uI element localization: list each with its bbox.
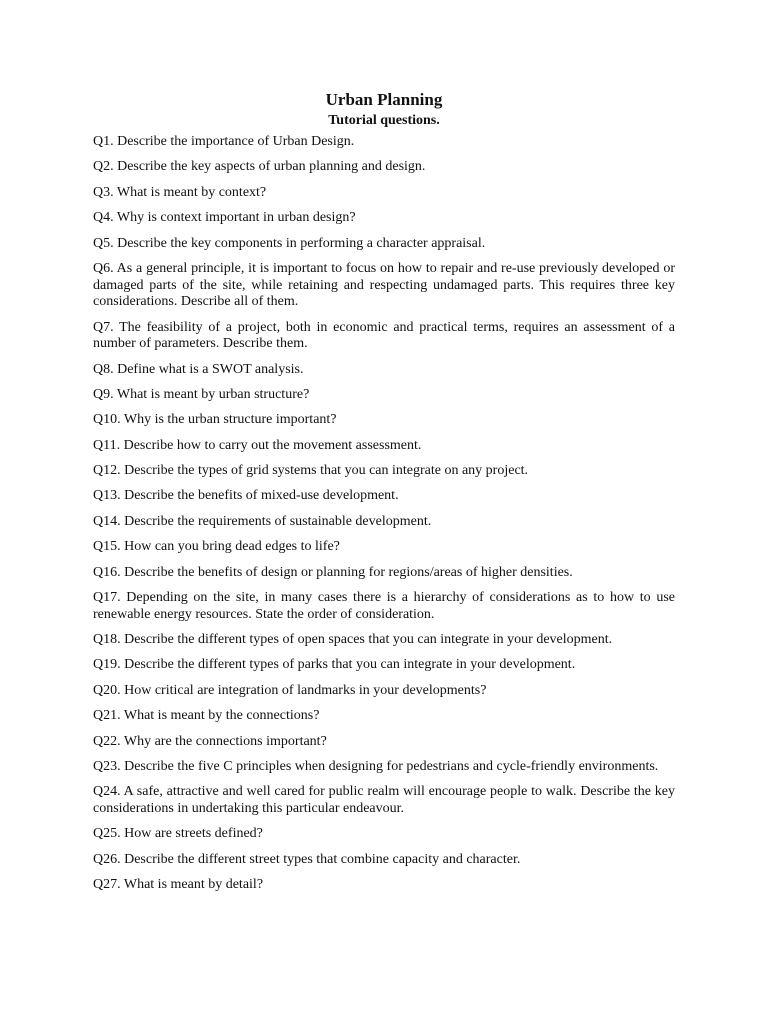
question-item: Q16. Describe the benefits of design or planning for regions/areas of higher densities. — [93, 564, 573, 580]
question-item: Q9. What is meant by urban structure? — [93, 386, 310, 402]
question-item: Q5. Describe the key components in performing a character appraisal. — [93, 235, 486, 251]
question-item: Q25. How are streets defined? — [93, 826, 263, 842]
question-item: Q20. How critical are integration of landmarks in your developments? — [93, 682, 487, 698]
document-subtitle: Tutorial questions. — [328, 113, 440, 128]
question-item: Q3. What is meant by context? — [93, 184, 267, 200]
question-item: Q15. How can you bring dead edges to life? — [93, 539, 340, 555]
question-item: Q2. Describe the key aspects of urban planning and design. — [93, 159, 426, 175]
question-item: Q11. Describe how to carry out the movement assessment. — [93, 437, 422, 453]
question-item: Q10. Why is the urban structure important? — [93, 412, 337, 428]
question-item: Q7. The feasibility of a project, both in economic and practical terms, requires an assessment of a number of parameters. Describe them. — [93, 319, 675, 352]
question-item: Q1. Describe the importance of Urban Design. — [93, 134, 355, 149]
question-item: Q19. Describe the different types of parks that you can integrate in your development. — [93, 657, 576, 673]
question-item: Q6. As a general principle, it is important to focus on how to repair and re-use previously developed or damaged parts of the site, while retaining and respecting undamaged parts. This requires three key considerations. Describe all of them. — [93, 260, 675, 310]
question-item: Q23. Describe the five C principles when designing for pedestrians and cycle-friendly environments. — [93, 758, 659, 774]
document-title: Urban Planning — [325, 90, 443, 109]
question-item: Q27. What is meant by detail? — [93, 877, 264, 893]
question-item: Q26. Describe the different street types that combine capacity and character. — [93, 851, 521, 867]
document-page — [93, 90, 675, 894]
question-item: Q8. Define what is a SWOT analysis. — [93, 361, 304, 377]
question-item: Q13. Describe the benefits of mixed-use development. — [93, 488, 399, 504]
question-item: Q14. Describe the requirements of sustainable development. — [93, 513, 432, 529]
question-item: Q12. Describe the types of grid systems that you can integrate on any project. — [93, 463, 529, 479]
question-item: Q22. Why are the connections important? — [93, 733, 327, 749]
question-item: Q21. What is meant by the connections? — [93, 708, 320, 724]
question-item: Q4. Why is context important in urban design? — [93, 210, 356, 226]
question-item: Q24. A safe, attractive and well cared for public realm will encourage people to walk. Describe the key considerations in undertaking this particular endeavour. — [93, 784, 675, 816]
question-list — [93, 134, 675, 894]
question-item: Q18. Describe the different types of open spaces that you can integrate in your development. — [93, 632, 613, 648]
question-item: Q17. Depending on the site, in many cases there is a hierarchy of considerations as to how to use renewable energy resources. State the order of consideration. — [93, 590, 675, 622]
